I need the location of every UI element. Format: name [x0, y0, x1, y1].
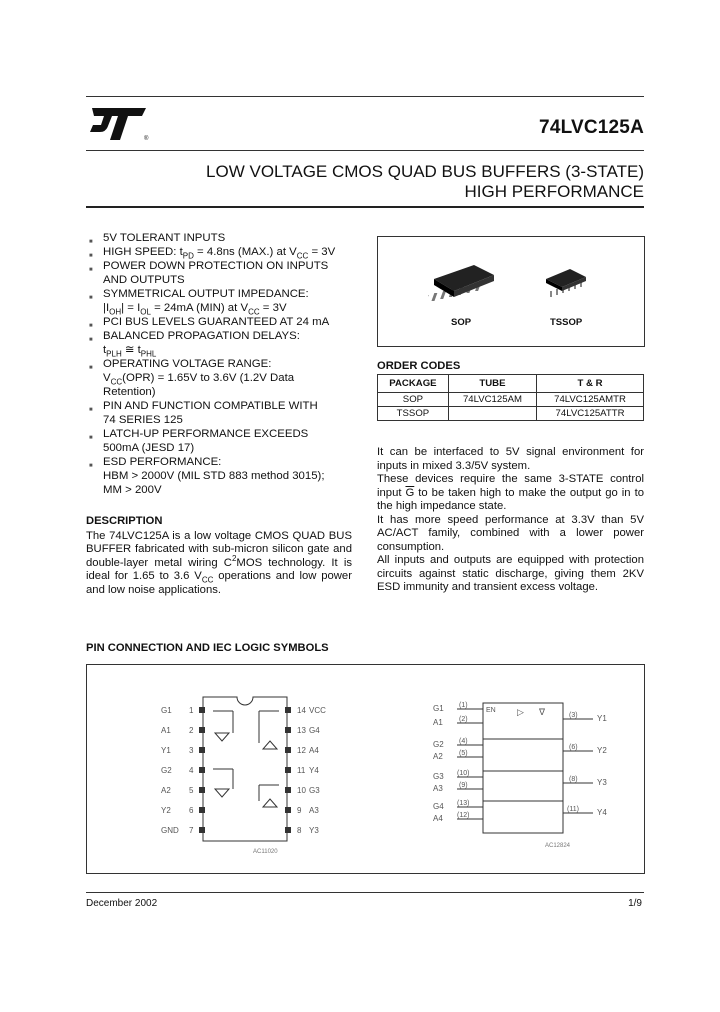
bullet-icon: ■ — [89, 253, 93, 259]
bullet-icon: ■ — [89, 295, 93, 301]
description-text: The 74LVC125A is a low voltage CMOS QUAD BUS BUFFER fabricated with sub-micron silicon gate and double-layer metal wiring $C^2MOS$ technology. It is ideal for 1.65 to 3.6 $V_{CC}$ operations and low power and low noise applications. — [86, 530, 352, 596]
pin-number: 13 — [297, 726, 306, 735]
figure-id: AC11020 — [253, 849, 278, 855]
pin-label: Y4 — [309, 766, 319, 775]
pin-number: 6 — [189, 806, 194, 815]
feature-text: ESD PERFORMANCE: — [103, 456, 222, 468]
iec-pin-number: (2) — [459, 716, 468, 723]
iec-pin-number: (9) — [459, 782, 468, 789]
bullet-icon: ■ — [89, 463, 93, 469]
table-row — [378, 407, 644, 421]
pin-number: 3 — [189, 746, 194, 755]
pin-label: G4 — [309, 726, 320, 735]
pin-label: A3 — [309, 806, 319, 815]
feature-text: POWER DOWN PROTECTION ON INPUTS — [103, 260, 329, 272]
pin-number: 12 — [297, 746, 306, 755]
feature-text: AND OUTPUTS — [103, 274, 185, 286]
feature-item — [86, 245, 366, 259]
package-box — [377, 236, 645, 347]
table-cell: SOP — [378, 393, 449, 407]
iec-input-label: G3 — [433, 772, 444, 781]
pin-label: A1 — [161, 726, 171, 735]
pin-number: 2 — [189, 726, 194, 735]
feature-item — [86, 399, 366, 427]
feature-text: HBM > 2000V (MIL STD 883 method 3015); — [103, 470, 325, 482]
feature-text: 74 SERIES 125 — [103, 414, 183, 426]
tristate-symbol: ∇ — [539, 707, 546, 717]
iec-input-label: A2 — [433, 752, 443, 761]
feature-text: $|I_{OH}| = I_{OL} = 24mA$ (MIN) at $V_{CC} = 3V$ — [103, 302, 287, 317]
svg-text:®: ® — [144, 136, 149, 142]
feature-text: SYMMETRICAL OUTPUT IMPEDANCE: — [103, 288, 309, 300]
pin-number: 7 — [189, 826, 194, 835]
iec-input-label: G2 — [433, 740, 444, 749]
title-line-1: LOW VOLTAGE CMOS QUAD BUS BUFFERS (3-STATE) — [206, 162, 644, 181]
feature-item — [86, 315, 366, 329]
pin-label: G2 — [161, 766, 172, 775]
iec-output-label: Y2 — [597, 746, 607, 755]
title-underline — [86, 206, 644, 208]
table-row — [378, 393, 644, 407]
pin-label: Y1 — [161, 746, 171, 755]
iec-input-label: G1 — [433, 704, 444, 713]
column-header: PACKAGE — [378, 375, 449, 393]
st-logo — [86, 104, 154, 144]
title-rule — [86, 150, 644, 151]
iec-output-label: Y3 — [597, 778, 607, 787]
pin-number: 5 — [189, 786, 194, 795]
bullet-icon: ■ — [89, 337, 93, 343]
pin-label: G3 — [309, 786, 320, 795]
bullet-icon: ■ — [89, 407, 93, 413]
feature-text: Retention) — [103, 386, 156, 398]
buffer-symbol: ▷ — [517, 707, 524, 717]
iec-input-label: A1 — [433, 718, 443, 727]
pin-number: 8 — [297, 826, 302, 835]
paragraph: It has more speed performance at 3.3V than 5V AC/ACT family, combined with a lower power consumption. — [377, 513, 644, 553]
bullet-icon: ■ — [89, 267, 93, 273]
footer-rule — [86, 892, 644, 893]
pin-number: 4 — [189, 766, 194, 775]
pin-label: Y3 — [309, 826, 319, 835]
feature-item — [86, 231, 366, 245]
page-number: 1/9 — [628, 898, 642, 909]
pin-number: 9 — [297, 806, 302, 815]
pin-connection-heading: PIN CONNECTION AND IEC LOGIC SYMBOLS — [86, 642, 329, 654]
tssop-package-image — [542, 265, 592, 303]
iec-logic-symbol — [433, 699, 633, 851]
table-cell — [448, 407, 536, 421]
iec-pin-number: (11) — [567, 806, 579, 813]
bullet-icon: ■ — [89, 239, 93, 245]
title-line-2: HIGH PERFORMANCE — [464, 182, 644, 201]
iec-pin-number: (8) — [569, 776, 578, 783]
pin-connection-diagram — [157, 685, 427, 855]
feature-item — [86, 427, 366, 455]
pin-label: A2 — [161, 786, 171, 795]
order-codes-heading: ORDER CODES — [377, 360, 461, 372]
iec-output-label: Y4 — [597, 808, 607, 817]
column-header: T & R — [537, 375, 644, 393]
pin-label: VCC — [309, 706, 326, 715]
feature-text: PIN AND FUNCTION COMPATIBLE WITH — [103, 400, 318, 412]
feature-text: 500mA (JESD 17) — [103, 442, 195, 454]
iec-pin-number: (13) — [457, 800, 470, 807]
pin-number: 1 — [189, 706, 194, 715]
paragraph: It can be interfaced to 5V signal environment for inputs in mixed 3.3/5V system. — [377, 446, 644, 472]
iec-output-label: Y1 — [597, 714, 607, 723]
table-cell: TSSOP — [378, 407, 449, 421]
feature-item — [86, 357, 366, 399]
feature-list — [86, 231, 366, 497]
sop-package-image — [428, 261, 498, 309]
paragraph: These devices require the same 3-STATE control input $\overline{G}$ to be taken high to make the output go in to the high impedance state. — [377, 473, 644, 512]
bullet-icon: ■ — [89, 435, 93, 441]
footer-date: December 2002 — [86, 898, 158, 909]
feature-item — [86, 287, 366, 315]
feature-text: BALANCED PROPAGATION DELAYS: — [103, 330, 300, 342]
feature-text: 5V TOLERANT INPUTS — [103, 232, 226, 244]
column-header: TUBE — [448, 375, 536, 393]
table-cell: 74LVC125AM — [448, 393, 536, 407]
iec-pin-number: (12) — [457, 812, 470, 819]
pin-label: GND — [161, 826, 179, 835]
sop-label: SOP — [451, 317, 472, 328]
feature-item — [86, 329, 366, 357]
iec-input-label: A4 — [433, 814, 443, 823]
order-codes-table — [377, 374, 644, 421]
feature-item — [86, 259, 366, 287]
table-cell: 74LVC125ATTR — [537, 407, 644, 421]
pin-number: 10 — [297, 786, 306, 795]
figure-id: AC12824 — [545, 843, 571, 849]
table-header-row — [378, 375, 644, 393]
iec-input-label: A3 — [433, 784, 443, 793]
pin-diagram-box — [86, 664, 645, 874]
bullet-icon: ■ — [89, 365, 93, 371]
iec-pin-number: (4) — [459, 738, 468, 745]
iec-pin-number: (1) — [459, 702, 468, 709]
pin-number: 14 — [297, 706, 306, 715]
paragraph: All inputs and outputs are equipped with protection circuits against static discharge, giving them 2KV ESD immunity and transient excess voltage. — [377, 554, 644, 593]
pin-label: Y2 — [161, 806, 171, 815]
feature-text: OPERATING VOLTAGE RANGE: — [103, 358, 272, 370]
feature-text: LATCH-UP PERFORMANCE EXCEEDS — [103, 428, 309, 440]
tssop-label: TSSOP — [550, 317, 583, 328]
pin-label: A4 — [309, 746, 319, 755]
pin-label: G1 — [161, 706, 172, 715]
feature-text: $t_{PLH}$ ≅ $t_{PHL}$ — [103, 344, 157, 359]
feature-text: PCI BUS LEVELS GUARANTEED AT 24 mA — [103, 316, 330, 328]
top-rule — [86, 96, 644, 97]
table-cell: 74LVC125AMTR — [537, 393, 644, 407]
feature-text: HIGH SPEED: $t_{PD} = 4.8ns$ (MAX.) at $V_{CC} = 3V$ — [103, 246, 336, 261]
iec-pin-number: (10) — [457, 770, 470, 777]
iec-pin-number: (6) — [569, 744, 578, 751]
iec-pin-number: (5) — [459, 750, 468, 757]
feature-item — [86, 455, 366, 497]
iec-input-label: G4 — [433, 802, 444, 811]
description-heading: DESCRIPTION — [86, 515, 163, 527]
part-number: 74LVC125A — [539, 117, 644, 138]
iec-pin-number: (3) — [569, 712, 578, 719]
right-column-text — [377, 446, 644, 595]
pin-number: 11 — [297, 766, 306, 775]
bullet-icon: ■ — [89, 323, 93, 329]
iec-header: EN — [486, 707, 496, 714]
feature-text: $V_{CC}(OPR) = 1.65V$ to 3.6V (1.2V Data — [103, 372, 295, 387]
feature-text: MM > 200V — [103, 484, 162, 496]
